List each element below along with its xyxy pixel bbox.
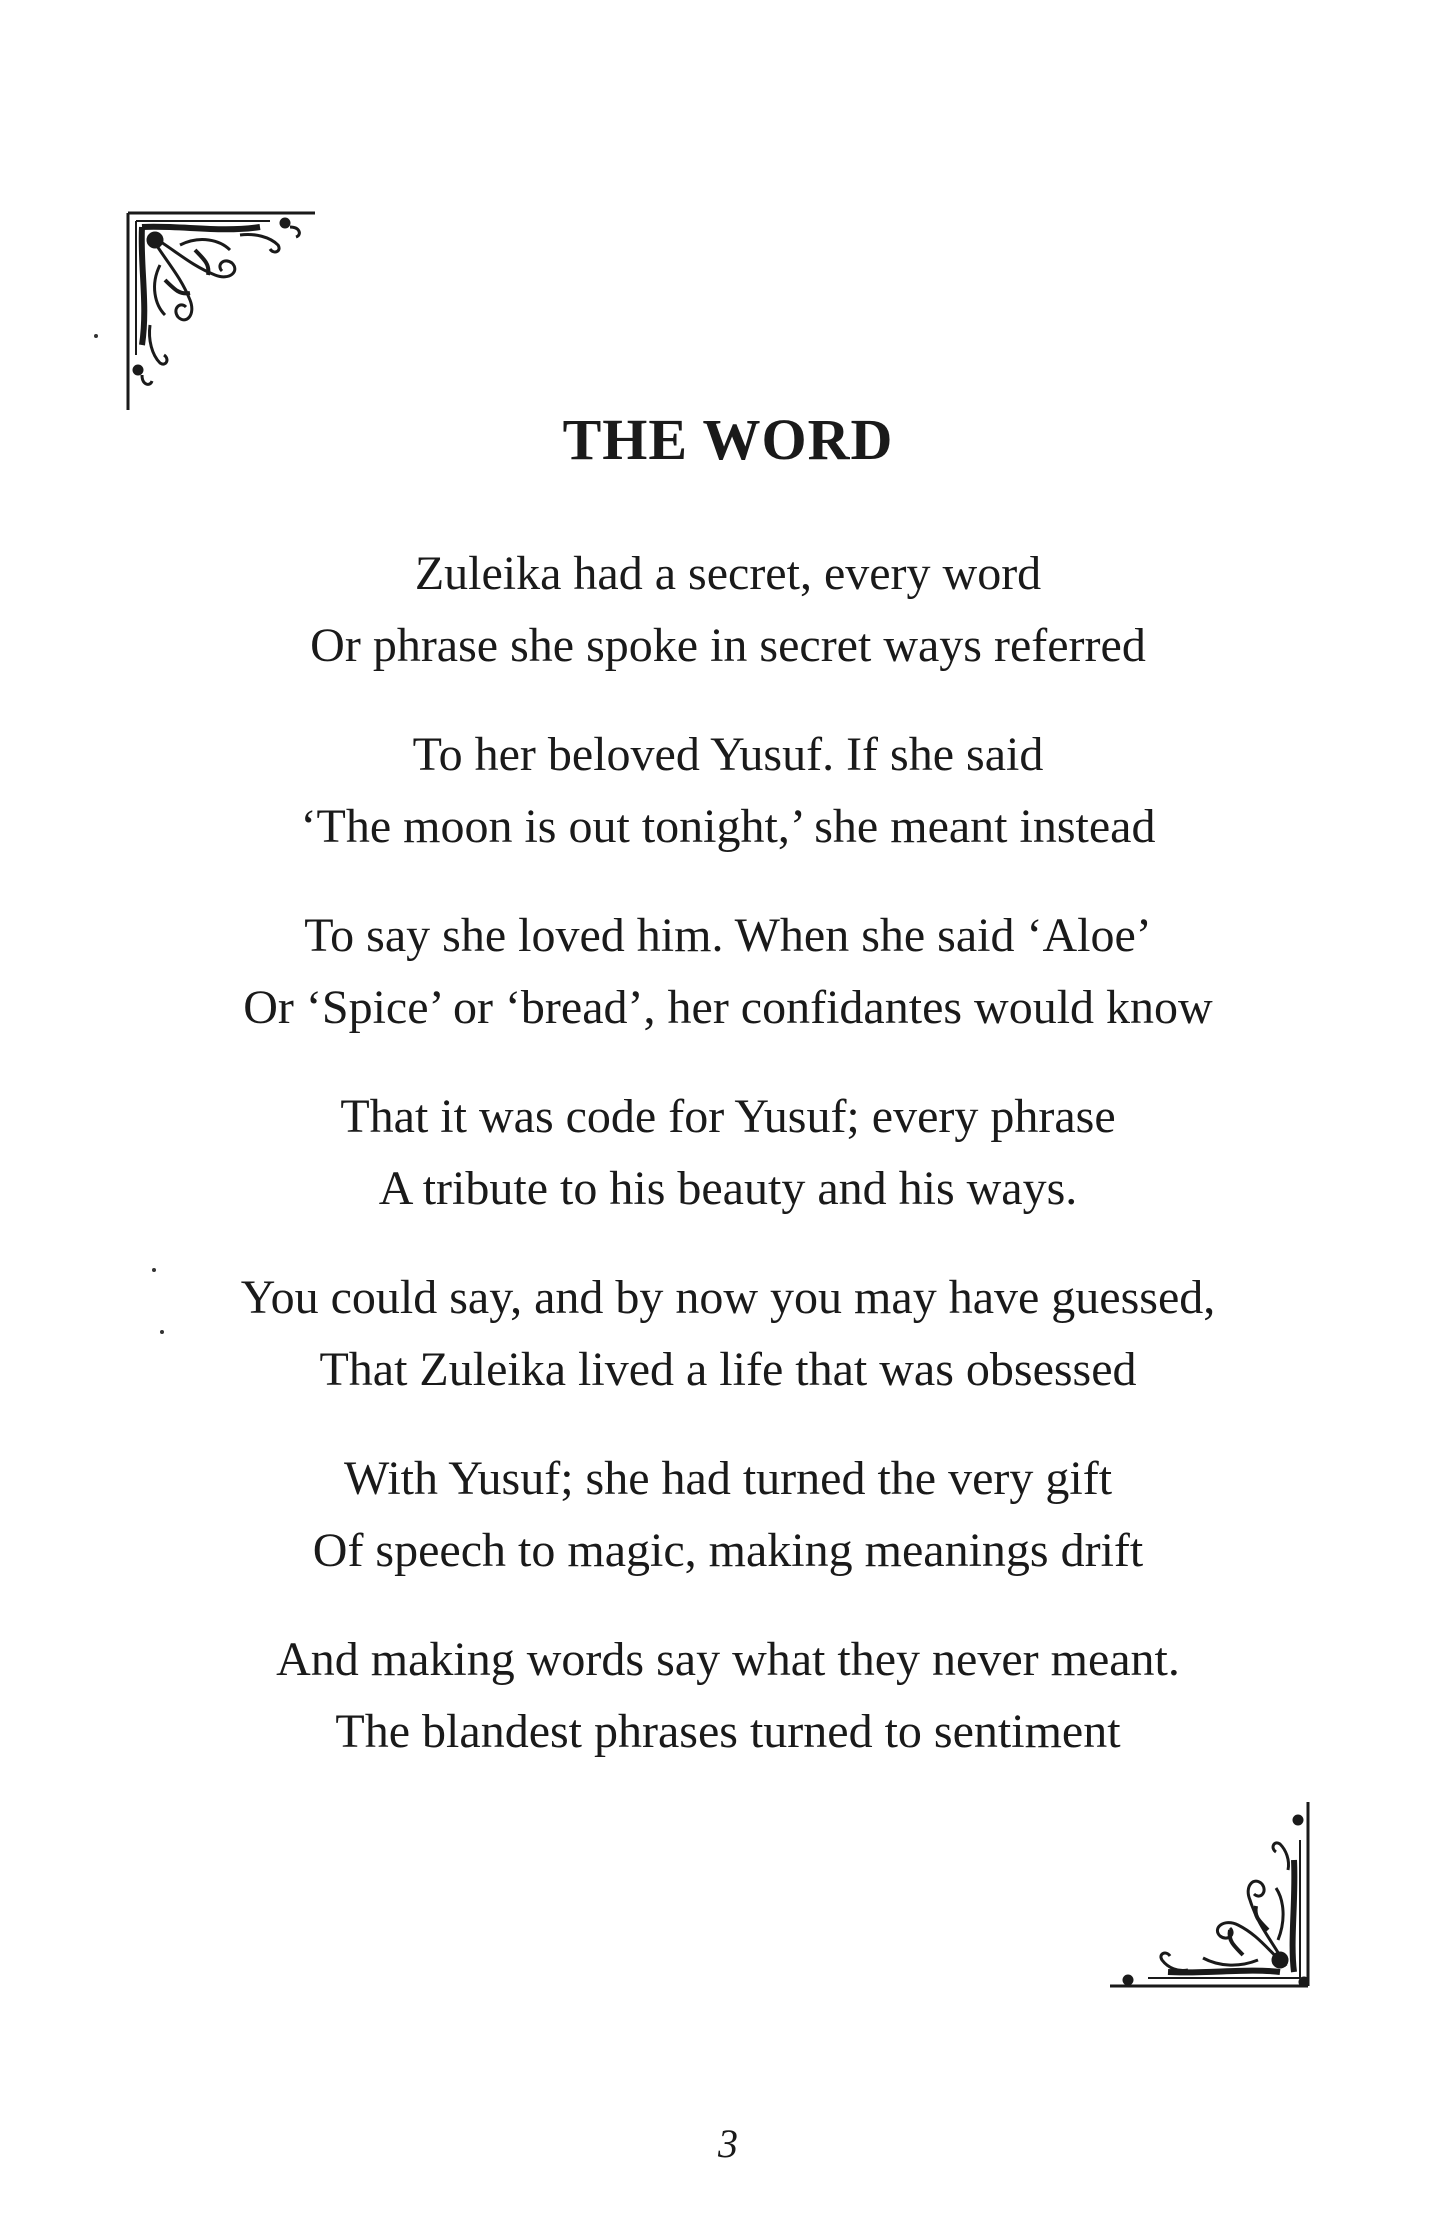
scan-speck (94, 334, 98, 338)
poem-line: To say she loved him. When she said ‘Aloe’ (304, 909, 1152, 962)
stanza (0, 538, 1456, 682)
stanza (0, 1624, 1456, 1768)
poem-line: The blandest phrases turned to sentiment (335, 1705, 1121, 1758)
stanza (0, 719, 1456, 863)
poem-line: Or phrase she spoke in secret ways referred (310, 619, 1146, 672)
poem-line: Zuleika had a secret, every word (414, 547, 1042, 600)
poem-line: To her beloved Yusuf. If she said (412, 728, 1044, 781)
poem-line: Of speech to magic, making meanings drift (312, 1524, 1144, 1577)
poem-line: That Zuleika lived a life that was obsessed (319, 1343, 1137, 1396)
poem-line: You could say, and by now you may have guessed, (240, 1271, 1216, 1324)
stanza (0, 900, 1456, 1044)
corner-ornament-top-left-icon (120, 205, 320, 415)
scan-speck (152, 1268, 156, 1272)
poem-line: With Yusuf; she had turned the very gift (343, 1452, 1113, 1505)
poem-title: THE WORD (562, 406, 894, 472)
poem-body (0, 538, 1456, 1805)
poem-line: That it was code for Yusuf; every phrase (340, 1090, 1116, 1143)
scan-speck (160, 1330, 164, 1334)
poem-line: A tribute to his beauty and his ways. (378, 1162, 1078, 1215)
corner-ornament-bottom-right-icon (1108, 1800, 1314, 1992)
stanza (0, 1443, 1456, 1587)
stanza (0, 1081, 1456, 1225)
poem-line: And making words say what they never meant. (276, 1633, 1180, 1686)
poem-line: ‘The moon is out tonight,’ she meant instead (300, 800, 1156, 853)
poem-line: Or ‘Spice’ or ‘bread’, her confidantes would know (243, 981, 1213, 1034)
page-number: 3 (718, 2121, 738, 2166)
stanza (0, 1262, 1456, 1406)
